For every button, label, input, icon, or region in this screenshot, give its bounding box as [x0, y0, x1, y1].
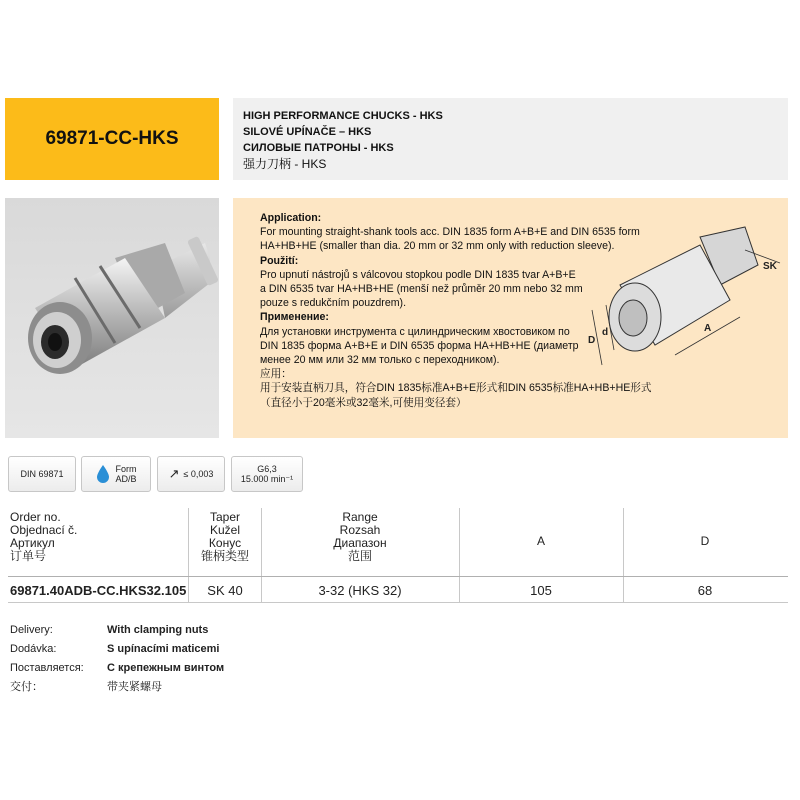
application-heading-cz: Použití: — [260, 254, 299, 267]
title-block — [233, 98, 788, 180]
sk-label: SK — [763, 261, 777, 272]
runout-value: ≤ 0,003 — [183, 469, 214, 479]
form-value: AD/B — [115, 474, 137, 484]
din-badge-text: DIN 69871 — [20, 469, 64, 479]
header-range-cz: Rozsah — [339, 523, 381, 537]
column-divider — [188, 508, 189, 603]
product-photo — [5, 198, 219, 438]
header-range-ru: Диапазон — [333, 536, 387, 550]
title-en: HIGH PERFORMANCE CHUCKS - HKS — [243, 110, 443, 122]
title-cz: SILOVÉ UPÍNAČE – HKS — [243, 126, 372, 138]
form-badge — [81, 456, 151, 492]
row-a: 105 — [530, 583, 552, 598]
row-range: 3-32 (HKS 32) — [318, 583, 402, 598]
application-heading-en: Application: — [260, 212, 322, 224]
header-range-cn: 范围 — [347, 549, 372, 563]
form-label: Form — [115, 464, 137, 474]
application-line: DIN 1835 форма A+B+E и DIN 6535 форма HA+HB+HE (диаметр — [260, 339, 579, 352]
delivery-value-en: With clamping nuts — [107, 624, 209, 636]
row-d: 68 — [697, 583, 713, 598]
product-code-banner — [5, 98, 219, 180]
header-taper-cz: Kužel — [209, 523, 241, 537]
delivery-value-cz: S upínacími maticemi — [107, 643, 220, 655]
delivery-label-cn: 交付： — [10, 681, 43, 693]
arrow-up-right-icon: ↗ — [168, 466, 180, 481]
header-taper — [190, 511, 260, 563]
dim-d-label: D — [588, 335, 596, 346]
header-order-cn: 订单号 — [10, 549, 47, 563]
application-line: Для установки инструмента с цилиндрическим хвостовиком по — [260, 325, 570, 338]
runout-badge — [157, 456, 225, 492]
title-cn: 强力刀柄 - HKS — [243, 157, 327, 171]
application-line: a DIN 6535 tvar HA+HB+HE (menší než průměr 20 mm nebo 32 mm — [260, 283, 583, 296]
product-photo-panel — [5, 198, 219, 438]
delivery-value-ru: С крепежным винтом — [107, 662, 225, 674]
row-divider — [8, 602, 788, 603]
header-a: A — [536, 534, 545, 548]
header-order-cz: Objednací č. — [10, 523, 78, 537]
delivery-label-en: Delivery: — [10, 624, 53, 636]
application-heading-cn: 应用： — [260, 368, 292, 381]
balance-badge — [231, 456, 303, 492]
header-taper-ru: Конус — [208, 536, 242, 550]
title-ru: СИЛОВЫЕ ПАТРОНЫ - HKS — [243, 142, 394, 154]
product-code: 69871-CC-HKS — [45, 128, 179, 149]
balance-grade: G6,3 — [257, 464, 277, 474]
application-line: Pro upnutí nástrojů s válcovou stopkou podle DIN 1835 tvar A+B+E — [260, 268, 576, 281]
din-badge — [8, 456, 76, 492]
application-line: менее 20 мм или 32 мм только с переходником). — [260, 354, 500, 367]
header-range — [262, 511, 458, 563]
header-range-en: Range — [342, 510, 378, 524]
delivery-label-cz: Dodávka: — [10, 643, 57, 655]
dim-a-label: A — [704, 323, 712, 334]
balance-speed: 15.000 min⁻¹ — [240, 474, 294, 484]
technical-drawing — [580, 225, 785, 385]
row-taper: SK 40 — [207, 583, 243, 598]
delivery-label-ru: Поставляется: — [10, 662, 84, 674]
dim-small-d-label: d — [602, 327, 609, 338]
coolant-drop-icon — [95, 464, 111, 484]
header-taper-en: Taper — [209, 510, 241, 524]
application-line: pouze s redukčním pouzdrem). — [260, 297, 407, 310]
header-taper-cn: 锥柄类型 — [200, 549, 249, 563]
header-divider — [8, 576, 788, 577]
header-order-en: Order no. — [10, 510, 61, 524]
application-line: 用于安装直柄刀具，符合DIN 1835标准A+B+E形式和DIN 6535标准HA+HB+HE形式 — [260, 382, 652, 395]
application-heading-ru: Применение: — [260, 311, 329, 324]
application-line: （直径小于20毫米或32毫米,可使用变径套） — [260, 396, 467, 409]
delivery-value-cn: 带夹紧螺母 — [107, 681, 162, 693]
row-order: 69871.40ADB-CC.HKS32.105 — [10, 583, 187, 598]
application-line: For mounting straight-shank tools acc. DIN 1835 form A+B+E and DIN 6535 form — [260, 226, 640, 239]
header-d: D — [700, 534, 710, 548]
header-order-ru: Артикул — [10, 536, 55, 550]
application-line: HA+HB+HE (smaller than dia. 20 mm or 32 mm only with reduction sleeve). — [260, 240, 615, 253]
header-order — [10, 511, 77, 563]
